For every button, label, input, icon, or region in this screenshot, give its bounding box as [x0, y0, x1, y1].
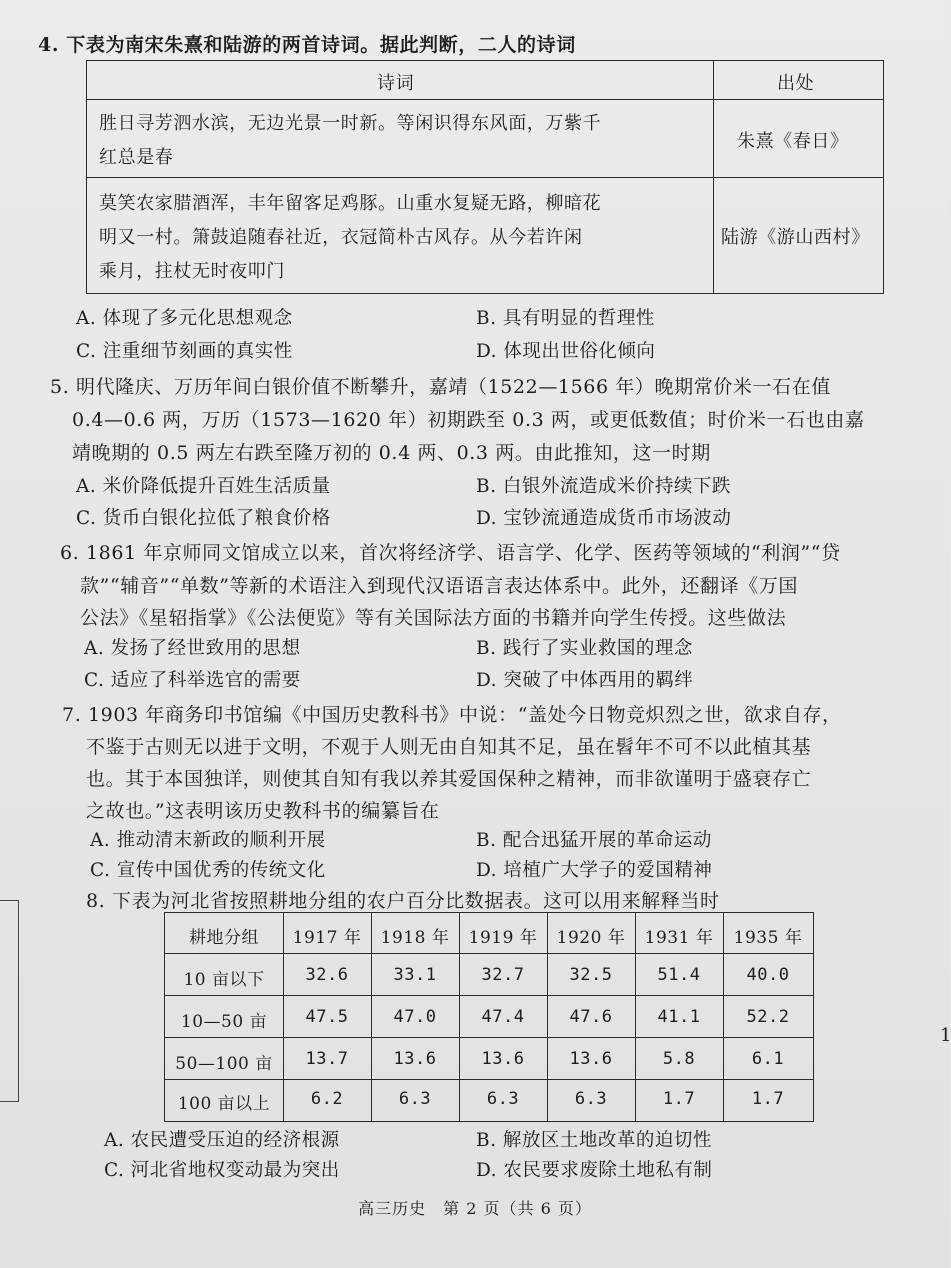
q6-option-c[interactable]: C. 适应了科举选官的需要: [84, 670, 301, 691]
q5-line3: 靖晚期的 0.5 两左右跌至隆万初的 0.4 两、0.3 两。由此推知，这一时期: [72, 442, 711, 464]
q4-header-poem: 诗词: [377, 73, 415, 94]
q8-cell-group: 10—50 亩: [180, 1012, 268, 1032]
q8-option-a[interactable]: A. 农民遭受压迫的经济根源: [104, 1130, 340, 1151]
q8-cell-value: 32.5: [569, 965, 613, 985]
q4-option-d[interactable]: D. 体现出世俗化倾向: [476, 341, 656, 362]
q5-line2: 0.4—0.6 两，万历（1573—1620 年）初期跌至 0.3 两，或更低数值；时价米一石也由嘉: [72, 409, 865, 431]
q4-option-b[interactable]: B. 具有明显的哲理性: [476, 308, 655, 329]
q6-line3: 公法》《星轺指掌》《公法便览》等有关国际法方面的书籍并向学生传授。这些做法: [80, 607, 787, 629]
q5-line1: 5. 明代隆庆、万历年间白银价值不断攀升，嘉靖（1522—1566 年）晚期常价米一石在值: [50, 376, 831, 398]
q8-cell-value: 1.7: [662, 1089, 696, 1109]
q8-cell-value: 47.0: [393, 1007, 437, 1027]
q4-table: [86, 60, 884, 294]
q8-header-1935: 1935 年: [733, 928, 803, 948]
q7-line3: 也。其于本国独详，则使其自知有我以养其爱国保种之精神，而非欲谨明于盛衰存亡: [86, 768, 812, 790]
q8-row-divider: [165, 1037, 813, 1038]
q8-cell-value: 13.6: [569, 1049, 613, 1069]
q8-cell-value: 6.1: [751, 1049, 785, 1069]
q8-header-1920: 1920 年: [556, 928, 626, 948]
q8-table: [164, 912, 814, 1122]
q6-line2: 款”“辅音”“单数”等新的术语注入到现代汉语语言表达体系中。此外，还翻译《万国: [80, 575, 798, 597]
q8-cell-value: 33.1: [393, 965, 437, 985]
q4-table-row-divider: [87, 177, 883, 178]
q8-cell-group: 10 亩以下: [183, 970, 265, 990]
q5-option-b[interactable]: B. 白银外流造成米价持续下跌: [476, 476, 731, 497]
q6-option-a[interactable]: A. 发扬了经世致用的思想: [84, 638, 301, 659]
q7-option-c[interactable]: C. 宣传中国优秀的传统文化: [90, 860, 326, 881]
q8-cell-value: 6.3: [398, 1089, 432, 1109]
q8-cell-value: 6.3: [574, 1089, 608, 1109]
q7-line4: 之故也。”这表明该历史教科书的编纂旨在: [86, 800, 440, 822]
q4-row1-source: 朱熹《春日》: [737, 131, 849, 152]
q4-row2-source: 陆游《游山西村》: [721, 227, 870, 248]
q4-row1-poem-line2: 红总是春: [99, 147, 174, 168]
q4-row2-poem-line2: 明又一村。箫鼓追随春社近，衣冠简朴古风存。从今若许闲: [99, 227, 583, 248]
q7-option-d[interactable]: D. 培植广大学子的爱国精神: [476, 860, 713, 881]
q5-option-c[interactable]: C. 货币白银化拉低了粮食价格: [76, 508, 331, 529]
q8-header-1917: 1917 年: [292, 928, 362, 948]
q8-stem: 8. 下表为河北省按照耕地分组的农户百分比数据表。这可以用来解释当时: [86, 890, 720, 912]
adjacent-page-number: 1: [940, 1025, 951, 1046]
q8-option-c[interactable]: C. 河北省地权变动最为突出: [104, 1160, 340, 1181]
q4-row2-poem-line3: 乘月，拄杖无时夜叩门: [99, 261, 285, 282]
q8-row-divider: [165, 995, 813, 996]
q8-cell-value: 47.4: [481, 1007, 525, 1027]
q8-cell-value: 51.4: [657, 965, 701, 985]
q7-option-a[interactable]: A. 推动清末新政的顺利开展: [90, 830, 326, 851]
q4-option-a[interactable]: A. 体现了多元化思想观念: [76, 308, 293, 329]
adjacent-page-edge: [0, 900, 19, 1102]
q8-cell-value: 13.6: [393, 1049, 437, 1069]
q7-option-b[interactable]: B. 配合迅猛开展的革命运动: [476, 830, 712, 851]
q8-option-d[interactable]: D. 农民要求废除土地私有制: [476, 1160, 713, 1181]
q8-header-1931: 1931 年: [644, 928, 714, 948]
q8-header-1918: 1918 年: [380, 928, 450, 948]
q4-row1-poem-line1: 胜日寻芳泗水滨，无边光景一时新。等闲识得东风面，万紫千: [99, 113, 602, 134]
q8-cell-value: 47.6: [569, 1007, 613, 1027]
q6-option-d[interactable]: D. 突破了中体西用的羁绊: [476, 670, 694, 691]
q8-cell-value: 6.3: [486, 1089, 520, 1109]
q8-cell-value: 32.6: [305, 965, 349, 985]
q4-option-c[interactable]: C. 注重细节刻画的真实性: [76, 341, 293, 362]
q8-cell-value: 32.7: [481, 965, 525, 985]
q6-line1: 6. 1861 年京师同文馆成立以来，首次将经济学、语言学、化学、医药等领域的“利润”“贷: [60, 542, 841, 564]
q8-option-b[interactable]: B. 解放区土地改革的迫切性: [476, 1130, 712, 1151]
q4-header-source: 出处: [777, 73, 815, 94]
q8-cell-value: 5.8: [662, 1049, 696, 1069]
q5-option-a[interactable]: A. 米价降低提升百姓生活质量: [76, 476, 331, 497]
q8-cell-value: 6.2: [310, 1089, 344, 1109]
q8-cell-value: 41.1: [657, 1007, 701, 1027]
q8-row-divider: [165, 953, 813, 954]
q4-table-header-row: [87, 61, 883, 100]
q8-header-group: 耕地分组: [189, 928, 259, 948]
page-footer: 高三历史 第 2 页（共 6 页）: [358, 1199, 592, 1218]
q5-option-d[interactable]: D. 宝钞流通造成货币市场波动: [476, 508, 732, 529]
q8-cell-value: 47.5: [305, 1007, 349, 1027]
q8-cell-group: 100 亩以上: [177, 1094, 271, 1114]
q8-cell-value: 13.7: [305, 1049, 349, 1069]
q6-option-b[interactable]: B. 践行了实业救国的理念: [476, 638, 693, 659]
q8-cell-value: 13.6: [481, 1049, 525, 1069]
q8-row-divider: [165, 1079, 813, 1080]
q8-cell-value: 40.0: [746, 965, 790, 985]
q8-cell-group: 50—100 亩: [175, 1054, 273, 1074]
q8-header-1919: 1919 年: [468, 928, 538, 948]
q4-stem: 4. 下表为南宋朱熹和陆游的两首诗词。据此判断，二人的诗词: [38, 34, 576, 56]
q7-line1: 7. 1903 年商务印书馆编《中国历史教科书》中说：“盖处今日物竞炽烈之世，欲求自存，: [62, 704, 842, 726]
q4-row2-poem-line1: 莫笑农家腊酒浑，丰年留客足鸡豚。山重水复疑无路，柳暗花: [99, 193, 602, 214]
q8-cell-value: 1.7: [751, 1089, 785, 1109]
q7-line2: 不鉴于古则无以进于文明，不观于人则无由自知其不足，虽在髫年不可不以此植其基: [86, 736, 812, 758]
q8-cell-value: 52.2: [746, 1007, 790, 1027]
